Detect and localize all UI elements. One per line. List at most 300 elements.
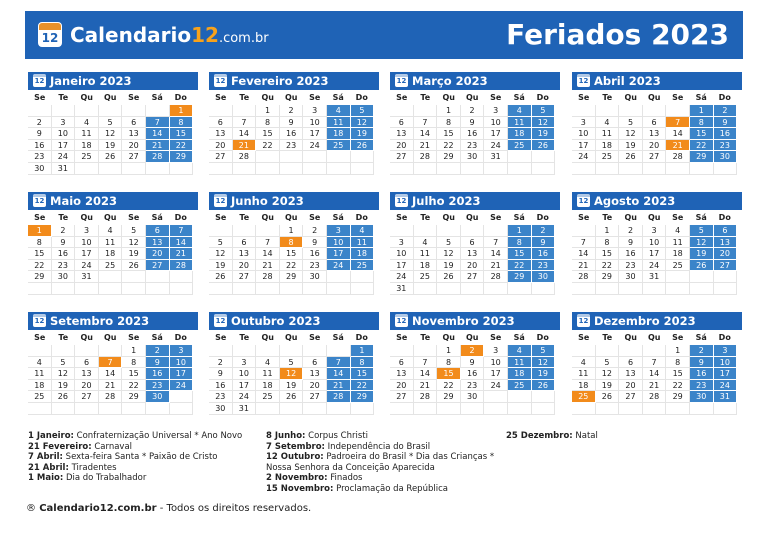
day-cell[interactable]: 26 bbox=[437, 271, 461, 283]
day-cell[interactable]: 6 bbox=[390, 117, 414, 129]
day-cell[interactable]: 24 bbox=[170, 380, 194, 392]
day-cell[interactable]: 26 bbox=[532, 140, 556, 152]
day-cell[interactable]: 16 bbox=[303, 248, 327, 260]
day-cell[interactable]: 7 bbox=[572, 237, 596, 249]
day-cell[interactable]: 28 bbox=[643, 391, 667, 403]
day-cell[interactable]: 13 bbox=[461, 248, 485, 260]
day-cell[interactable]: 18 bbox=[351, 248, 375, 260]
day-cell[interactable]: 24 bbox=[52, 151, 76, 163]
day-cell[interactable]: 8 bbox=[351, 357, 375, 369]
day-cell[interactable]: 16 bbox=[714, 128, 738, 140]
day-cell[interactable]: 9 bbox=[28, 128, 52, 140]
day-cell[interactable]: 27 bbox=[233, 271, 257, 283]
day-cell[interactable]: 25 bbox=[572, 391, 596, 403]
day-cell[interactable]: 6 bbox=[75, 357, 99, 369]
day-cell[interactable]: 2 bbox=[209, 357, 233, 369]
day-cell[interactable]: 28 bbox=[414, 151, 438, 163]
day-cell[interactable]: 1 bbox=[122, 345, 146, 357]
day-cell[interactable]: 13 bbox=[619, 368, 643, 380]
day-cell[interactable]: 28 bbox=[233, 151, 257, 163]
day-cell[interactable]: 5 bbox=[532, 345, 556, 357]
day-cell[interactable]: 27 bbox=[714, 260, 738, 272]
day-cell[interactable]: 21 bbox=[256, 260, 280, 272]
day-cell[interactable]: 12 bbox=[437, 248, 461, 260]
day-cell[interactable]: 1 bbox=[437, 345, 461, 357]
day-cell[interactable]: 27 bbox=[146, 260, 170, 272]
day-cell[interactable]: 8 bbox=[28, 237, 52, 249]
day-cell[interactable]: 23 bbox=[52, 260, 76, 272]
day-cell[interactable]: 7 bbox=[414, 117, 438, 129]
day-cell[interactable]: 27 bbox=[122, 151, 146, 163]
day-cell[interactable]: 13 bbox=[233, 248, 257, 260]
day-cell[interactable]: 10 bbox=[75, 237, 99, 249]
day-cell[interactable]: 3 bbox=[484, 105, 508, 117]
day-cell[interactable]: 22 bbox=[437, 140, 461, 152]
day-cell[interactable]: 19 bbox=[532, 368, 556, 380]
day-cell[interactable]: 24 bbox=[484, 380, 508, 392]
day-cell[interactable]: 18 bbox=[28, 380, 52, 392]
day-cell[interactable]: 13 bbox=[209, 128, 233, 140]
day-cell[interactable]: 2 bbox=[619, 225, 643, 237]
day-cell[interactable]: 4 bbox=[99, 225, 123, 237]
day-cell[interactable]: 29 bbox=[508, 271, 532, 283]
day-cell[interactable]: 12 bbox=[351, 117, 375, 129]
day-cell[interactable]: 13 bbox=[122, 128, 146, 140]
day-cell[interactable]: 28 bbox=[484, 271, 508, 283]
day-cell[interactable]: 27 bbox=[619, 391, 643, 403]
day-cell[interactable]: 11 bbox=[75, 128, 99, 140]
day-cell[interactable]: 1 bbox=[596, 225, 620, 237]
day-cell[interactable]: 13 bbox=[390, 128, 414, 140]
day-cell[interactable]: 30 bbox=[619, 271, 643, 283]
day-cell[interactable]: 20 bbox=[619, 380, 643, 392]
day-cell[interactable]: 2 bbox=[303, 225, 327, 237]
day-cell[interactable]: 11 bbox=[572, 368, 596, 380]
day-cell[interactable]: 1 bbox=[280, 225, 304, 237]
day-cell[interactable]: 20 bbox=[461, 260, 485, 272]
day-cell[interactable]: 23 bbox=[28, 151, 52, 163]
day-cell[interactable]: 16 bbox=[690, 368, 714, 380]
day-cell[interactable]: 5 bbox=[596, 357, 620, 369]
day-cell[interactable]: 1 bbox=[256, 105, 280, 117]
day-cell[interactable]: 10 bbox=[484, 117, 508, 129]
day-cell[interactable]: 29 bbox=[437, 151, 461, 163]
day-cell[interactable]: 26 bbox=[532, 380, 556, 392]
day-cell[interactable]: 14 bbox=[99, 368, 123, 380]
day-cell[interactable]: 2 bbox=[52, 225, 76, 237]
day-cell[interactable]: 30 bbox=[532, 271, 556, 283]
day-cell[interactable]: 19 bbox=[437, 260, 461, 272]
day-cell[interactable]: 11 bbox=[414, 248, 438, 260]
day-cell[interactable]: 11 bbox=[99, 237, 123, 249]
day-cell[interactable]: 4 bbox=[508, 105, 532, 117]
day-cell[interactable]: 11 bbox=[508, 117, 532, 129]
day-cell[interactable]: 30 bbox=[146, 391, 170, 403]
day-cell[interactable]: 12 bbox=[619, 128, 643, 140]
day-cell[interactable]: 16 bbox=[280, 128, 304, 140]
day-cell[interactable]: 22 bbox=[280, 260, 304, 272]
day-cell[interactable]: 13 bbox=[390, 368, 414, 380]
day-cell[interactable]: 9 bbox=[280, 117, 304, 129]
day-cell[interactable]: 10 bbox=[233, 368, 257, 380]
day-cell[interactable]: 19 bbox=[122, 248, 146, 260]
day-cell[interactable]: 11 bbox=[666, 237, 690, 249]
day-cell[interactable]: 29 bbox=[666, 391, 690, 403]
day-cell[interactable]: 2 bbox=[280, 105, 304, 117]
day-cell[interactable]: 19 bbox=[690, 248, 714, 260]
day-cell[interactable]: 5 bbox=[532, 105, 556, 117]
day-cell[interactable]: 23 bbox=[532, 260, 556, 272]
day-cell[interactable]: 13 bbox=[643, 128, 667, 140]
day-cell[interactable]: 5 bbox=[351, 105, 375, 117]
day-cell[interactable]: 25 bbox=[508, 380, 532, 392]
day-cell[interactable]: 30 bbox=[209, 403, 233, 415]
day-cell[interactable]: 19 bbox=[280, 380, 304, 392]
day-cell[interactable]: 29 bbox=[351, 391, 375, 403]
day-cell[interactable]: 18 bbox=[666, 248, 690, 260]
day-cell[interactable]: 6 bbox=[146, 225, 170, 237]
day-cell[interactable]: 7 bbox=[99, 357, 123, 369]
day-cell[interactable]: 25 bbox=[327, 140, 351, 152]
day-cell[interactable]: 5 bbox=[209, 237, 233, 249]
day-cell[interactable]: 30 bbox=[461, 151, 485, 163]
day-cell[interactable]: 22 bbox=[666, 380, 690, 392]
day-cell[interactable]: 17 bbox=[170, 368, 194, 380]
day-cell[interactable]: 14 bbox=[146, 128, 170, 140]
day-cell[interactable]: 5 bbox=[122, 225, 146, 237]
day-cell[interactable]: 4 bbox=[256, 357, 280, 369]
day-cell[interactable]: 31 bbox=[233, 403, 257, 415]
day-cell[interactable]: 5 bbox=[99, 117, 123, 129]
day-cell[interactable]: 30 bbox=[303, 271, 327, 283]
day-cell[interactable]: 5 bbox=[52, 357, 76, 369]
day-cell[interactable]: 13 bbox=[75, 368, 99, 380]
day-cell[interactable]: 25 bbox=[28, 391, 52, 403]
day-cell[interactable]: 15 bbox=[596, 248, 620, 260]
day-cell[interactable]: 17 bbox=[75, 248, 99, 260]
day-cell[interactable]: 19 bbox=[99, 140, 123, 152]
day-cell[interactable]: 12 bbox=[209, 248, 233, 260]
day-cell[interactable]: 14 bbox=[256, 248, 280, 260]
day-cell[interactable]: 15 bbox=[666, 368, 690, 380]
day-cell[interactable]: 27 bbox=[643, 151, 667, 163]
day-cell[interactable]: 25 bbox=[596, 151, 620, 163]
day-cell[interactable]: 8 bbox=[256, 117, 280, 129]
day-cell[interactable]: 16 bbox=[209, 380, 233, 392]
day-cell[interactable]: 21 bbox=[233, 140, 257, 152]
day-cell[interactable]: 31 bbox=[75, 271, 99, 283]
day-cell[interactable]: 24 bbox=[303, 140, 327, 152]
day-cell[interactable]: 28 bbox=[414, 391, 438, 403]
day-cell[interactable]: 12 bbox=[280, 368, 304, 380]
day-cell[interactable]: 28 bbox=[327, 391, 351, 403]
day-cell[interactable]: 8 bbox=[437, 357, 461, 369]
day-cell[interactable]: 8 bbox=[508, 237, 532, 249]
day-cell[interactable]: 31 bbox=[643, 271, 667, 283]
day-cell[interactable]: 26 bbox=[99, 151, 123, 163]
day-cell[interactable]: 5 bbox=[690, 225, 714, 237]
day-cell[interactable]: 20 bbox=[75, 380, 99, 392]
day-cell[interactable]: 26 bbox=[122, 260, 146, 272]
day-cell[interactable]: 10 bbox=[52, 128, 76, 140]
day-cell[interactable]: 29 bbox=[28, 271, 52, 283]
day-cell[interactable]: 9 bbox=[532, 237, 556, 249]
day-cell[interactable]: 24 bbox=[233, 391, 257, 403]
day-cell[interactable]: 19 bbox=[619, 140, 643, 152]
day-cell[interactable]: 25 bbox=[99, 260, 123, 272]
day-cell[interactable]: 30 bbox=[714, 151, 738, 163]
day-cell[interactable]: 8 bbox=[596, 237, 620, 249]
day-cell[interactable]: 24 bbox=[390, 271, 414, 283]
day-cell[interactable]: 20 bbox=[122, 140, 146, 152]
day-cell[interactable]: 8 bbox=[170, 117, 194, 129]
day-cell[interactable]: 24 bbox=[484, 140, 508, 152]
day-cell[interactable]: 2 bbox=[461, 105, 485, 117]
day-cell[interactable]: 24 bbox=[572, 151, 596, 163]
day-cell[interactable]: 23 bbox=[690, 380, 714, 392]
day-cell[interactable]: 7 bbox=[484, 237, 508, 249]
day-cell[interactable]: 7 bbox=[170, 225, 194, 237]
day-cell[interactable]: 22 bbox=[256, 140, 280, 152]
day-cell[interactable]: 26 bbox=[619, 151, 643, 163]
day-cell[interactable]: 15 bbox=[437, 128, 461, 140]
day-cell[interactable]: 18 bbox=[99, 248, 123, 260]
day-cell[interactable]: 6 bbox=[209, 117, 233, 129]
day-cell[interactable]: 17 bbox=[484, 128, 508, 140]
day-cell[interactable]: 21 bbox=[414, 140, 438, 152]
day-cell[interactable]: 12 bbox=[532, 357, 556, 369]
day-cell[interactable]: 20 bbox=[303, 380, 327, 392]
day-cell[interactable]: 11 bbox=[256, 368, 280, 380]
day-cell[interactable]: 25 bbox=[351, 260, 375, 272]
day-cell[interactable]: 1 bbox=[351, 345, 375, 357]
day-cell[interactable]: 31 bbox=[484, 151, 508, 163]
day-cell[interactable]: 7 bbox=[414, 357, 438, 369]
day-cell[interactable]: 16 bbox=[28, 140, 52, 152]
day-cell[interactable]: 2 bbox=[714, 105, 738, 117]
day-cell[interactable]: 3 bbox=[714, 345, 738, 357]
day-cell[interactable]: 12 bbox=[532, 117, 556, 129]
day-cell[interactable]: 19 bbox=[596, 380, 620, 392]
day-cell[interactable]: 29 bbox=[437, 391, 461, 403]
day-cell[interactable]: 18 bbox=[596, 140, 620, 152]
day-cell[interactable]: 11 bbox=[28, 368, 52, 380]
day-cell[interactable]: 15 bbox=[437, 368, 461, 380]
day-cell[interactable]: 17 bbox=[643, 248, 667, 260]
day-cell[interactable]: 21 bbox=[327, 380, 351, 392]
day-cell[interactable]: 8 bbox=[690, 117, 714, 129]
day-cell[interactable]: 7 bbox=[146, 117, 170, 129]
day-cell[interactable]: 2 bbox=[690, 345, 714, 357]
day-cell[interactable]: 22 bbox=[508, 260, 532, 272]
day-cell[interactable]: 18 bbox=[508, 128, 532, 140]
day-cell[interactable]: 28 bbox=[99, 391, 123, 403]
day-cell[interactable]: 8 bbox=[437, 117, 461, 129]
day-cell[interactable]: 3 bbox=[327, 225, 351, 237]
day-cell[interactable]: 4 bbox=[28, 357, 52, 369]
day-cell[interactable]: 15 bbox=[170, 128, 194, 140]
day-cell[interactable]: 21 bbox=[414, 380, 438, 392]
day-cell[interactable]: 29 bbox=[596, 271, 620, 283]
day-cell[interactable]: 6 bbox=[619, 357, 643, 369]
day-cell[interactable]: 21 bbox=[572, 260, 596, 272]
day-cell[interactable]: 16 bbox=[619, 248, 643, 260]
day-cell[interactable]: 3 bbox=[233, 357, 257, 369]
day-cell[interactable]: 29 bbox=[280, 271, 304, 283]
day-cell[interactable]: 28 bbox=[170, 260, 194, 272]
day-cell[interactable]: 26 bbox=[351, 140, 375, 152]
day-cell[interactable]: 10 bbox=[572, 128, 596, 140]
day-cell[interactable]: 22 bbox=[690, 140, 714, 152]
day-cell[interactable]: 14 bbox=[414, 368, 438, 380]
day-cell[interactable]: 20 bbox=[209, 140, 233, 152]
day-cell[interactable]: 15 bbox=[351, 368, 375, 380]
day-cell[interactable]: 7 bbox=[256, 237, 280, 249]
day-cell[interactable]: 27 bbox=[390, 151, 414, 163]
day-cell[interactable]: 1 bbox=[28, 225, 52, 237]
day-cell[interactable]: 13 bbox=[714, 237, 738, 249]
day-cell[interactable]: 10 bbox=[643, 237, 667, 249]
day-cell[interactable]: 15 bbox=[28, 248, 52, 260]
day-cell[interactable]: 17 bbox=[327, 248, 351, 260]
day-cell[interactable]: 11 bbox=[327, 117, 351, 129]
day-cell[interactable]: 23 bbox=[303, 260, 327, 272]
day-cell[interactable]: 10 bbox=[327, 237, 351, 249]
day-cell[interactable]: 12 bbox=[690, 237, 714, 249]
day-cell[interactable]: 10 bbox=[303, 117, 327, 129]
day-cell[interactable]: 21 bbox=[666, 140, 690, 152]
day-cell[interactable]: 24 bbox=[327, 260, 351, 272]
day-cell[interactable]: 17 bbox=[390, 260, 414, 272]
day-cell[interactable]: 25 bbox=[666, 260, 690, 272]
day-cell[interactable]: 20 bbox=[643, 140, 667, 152]
day-cell[interactable]: 27 bbox=[390, 391, 414, 403]
day-cell[interactable]: 23 bbox=[209, 391, 233, 403]
day-cell[interactable]: 30 bbox=[52, 271, 76, 283]
day-cell[interactable]: 9 bbox=[52, 237, 76, 249]
day-cell[interactable]: 4 bbox=[327, 105, 351, 117]
day-cell[interactable]: 9 bbox=[461, 117, 485, 129]
day-cell[interactable]: 6 bbox=[303, 357, 327, 369]
day-cell[interactable]: 17 bbox=[714, 368, 738, 380]
day-cell[interactable]: 28 bbox=[666, 151, 690, 163]
day-cell[interactable]: 1 bbox=[437, 105, 461, 117]
day-cell[interactable]: 10 bbox=[714, 357, 738, 369]
day-cell[interactable]: 20 bbox=[390, 140, 414, 152]
day-cell[interactable]: 24 bbox=[714, 380, 738, 392]
day-cell[interactable]: 21 bbox=[484, 260, 508, 272]
day-cell[interactable]: 22 bbox=[351, 380, 375, 392]
day-cell[interactable]: 4 bbox=[666, 225, 690, 237]
day-cell[interactable]: 22 bbox=[170, 140, 194, 152]
day-cell[interactable]: 19 bbox=[209, 260, 233, 272]
day-cell[interactable]: 25 bbox=[75, 151, 99, 163]
day-cell[interactable]: 16 bbox=[52, 248, 76, 260]
day-cell[interactable]: 14 bbox=[170, 237, 194, 249]
day-cell[interactable]: 15 bbox=[256, 128, 280, 140]
day-cell[interactable]: 10 bbox=[484, 357, 508, 369]
day-cell[interactable]: 10 bbox=[390, 248, 414, 260]
day-cell[interactable]: 23 bbox=[461, 140, 485, 152]
day-cell[interactable]: 18 bbox=[256, 380, 280, 392]
day-cell[interactable]: 21 bbox=[99, 380, 123, 392]
day-cell[interactable]: 26 bbox=[280, 391, 304, 403]
day-cell[interactable]: 18 bbox=[75, 140, 99, 152]
day-cell[interactable]: 3 bbox=[170, 345, 194, 357]
day-cell[interactable]: 23 bbox=[714, 140, 738, 152]
day-cell[interactable]: 28 bbox=[256, 271, 280, 283]
day-cell[interactable]: 9 bbox=[146, 357, 170, 369]
day-cell[interactable]: 18 bbox=[327, 128, 351, 140]
day-cell[interactable]: 27 bbox=[209, 151, 233, 163]
day-cell[interactable]: 30 bbox=[28, 163, 52, 175]
day-cell[interactable]: 4 bbox=[351, 225, 375, 237]
day-cell[interactable]: 6 bbox=[122, 117, 146, 129]
day-cell[interactable]: 7 bbox=[666, 117, 690, 129]
day-cell[interactable]: 22 bbox=[122, 380, 146, 392]
day-cell[interactable]: 29 bbox=[690, 151, 714, 163]
day-cell[interactable]: 25 bbox=[256, 391, 280, 403]
day-cell[interactable]: 18 bbox=[572, 380, 596, 392]
day-cell[interactable]: 18 bbox=[414, 260, 438, 272]
day-cell[interactable]: 2 bbox=[28, 117, 52, 129]
day-cell[interactable]: 18 bbox=[508, 368, 532, 380]
day-cell[interactable]: 30 bbox=[461, 391, 485, 403]
day-cell[interactable]: 27 bbox=[75, 391, 99, 403]
day-cell[interactable]: 2 bbox=[146, 345, 170, 357]
day-cell[interactable]: 16 bbox=[461, 128, 485, 140]
day-cell[interactable]: 20 bbox=[390, 380, 414, 392]
day-cell[interactable]: 5 bbox=[280, 357, 304, 369]
day-cell[interactable]: 8 bbox=[666, 357, 690, 369]
day-cell[interactable]: 22 bbox=[596, 260, 620, 272]
day-cell[interactable]: 14 bbox=[233, 128, 257, 140]
day-cell[interactable]: 11 bbox=[508, 357, 532, 369]
day-cell[interactable]: 17 bbox=[233, 380, 257, 392]
day-cell[interactable]: 25 bbox=[508, 140, 532, 152]
day-cell[interactable]: 3 bbox=[390, 237, 414, 249]
day-cell[interactable]: 30 bbox=[690, 391, 714, 403]
day-cell[interactable]: 4 bbox=[414, 237, 438, 249]
day-cell[interactable]: 4 bbox=[572, 357, 596, 369]
day-cell[interactable]: 13 bbox=[303, 368, 327, 380]
day-cell[interactable]: 27 bbox=[303, 391, 327, 403]
day-cell[interactable]: 29 bbox=[170, 151, 194, 163]
day-cell[interactable]: 26 bbox=[52, 391, 76, 403]
day-cell[interactable]: 10 bbox=[170, 357, 194, 369]
day-cell[interactable]: 2 bbox=[461, 345, 485, 357]
day-cell[interactable]: 28 bbox=[572, 271, 596, 283]
day-cell[interactable]: 1 bbox=[666, 345, 690, 357]
day-cell[interactable]: 16 bbox=[461, 368, 485, 380]
footer-site-link[interactable]: Calendario12.com.br bbox=[39, 503, 157, 514]
day-cell[interactable]: 7 bbox=[643, 357, 667, 369]
day-cell[interactable]: 9 bbox=[619, 237, 643, 249]
day-cell[interactable]: 6 bbox=[233, 237, 257, 249]
day-cell[interactable]: 23 bbox=[619, 260, 643, 272]
day-cell[interactable]: 23 bbox=[461, 380, 485, 392]
day-cell[interactable]: 21 bbox=[643, 380, 667, 392]
day-cell[interactable]: 23 bbox=[146, 380, 170, 392]
day-cell[interactable]: 12 bbox=[52, 368, 76, 380]
day-cell[interactable]: 19 bbox=[351, 128, 375, 140]
day-cell[interactable]: 29 bbox=[122, 391, 146, 403]
day-cell[interactable]: 7 bbox=[233, 117, 257, 129]
day-cell[interactable]: 20 bbox=[714, 248, 738, 260]
day-cell[interactable]: 5 bbox=[619, 117, 643, 129]
day-cell[interactable]: 1 bbox=[690, 105, 714, 117]
day-cell[interactable]: 19 bbox=[52, 380, 76, 392]
